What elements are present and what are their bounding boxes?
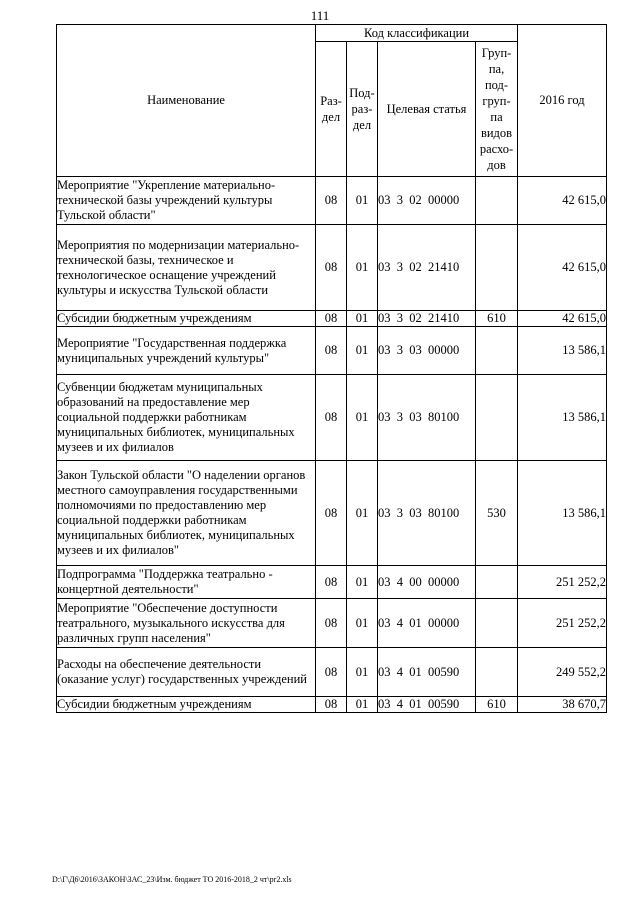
row-target-article: 03 3 03 80100 (378, 375, 476, 461)
table-row (57, 599, 607, 648)
row-expense-group (476, 566, 518, 599)
row-amount-2016: 13 586,1 (518, 461, 607, 566)
row-target-article: 03 3 03 80100 (378, 461, 476, 566)
row-target-article: 03 3 02 00000 (378, 177, 476, 225)
row-target-article: 03 4 01 00590 (378, 648, 476, 697)
header-expense-group-label: Груп- па, под- груп- па видов расхо- дов (479, 46, 514, 172)
table-row (57, 566, 607, 599)
row-expense-group (476, 177, 518, 225)
row-amount-2016: 42 615,0 (518, 177, 607, 225)
row-section: 08 (316, 599, 347, 648)
row-section: 08 (316, 311, 347, 327)
row-section: 08 (316, 327, 347, 375)
table-row (57, 461, 607, 566)
row-target-article: 03 3 02 21410 (378, 225, 476, 311)
row-expense-group (476, 648, 518, 697)
header-year: 2016 год (518, 25, 607, 177)
row-subsection: 01 (347, 177, 378, 225)
row-target-article: 03 4 01 00000 (378, 599, 476, 648)
row-expense-group: 610 (476, 311, 518, 327)
row-expense-group (476, 599, 518, 648)
row-subsection: 01 (347, 566, 378, 599)
page-number: 111 (310, 8, 330, 23)
row-name: Подпрограмма "Поддержка театрально - концертной деятельности" (57, 566, 316, 599)
header-target: Целевая статья (378, 42, 476, 177)
row-subsection: 01 (347, 375, 378, 461)
row-target-article: 03 4 00 00000 (378, 566, 476, 599)
row-name: Мероприятие "Обеспечение доступности театрального, музыкального искусства для различных групп населения" (57, 599, 316, 648)
row-amount-2016: 13 586,1 (518, 375, 607, 461)
row-subsection: 01 (347, 327, 378, 375)
table-row (57, 648, 607, 697)
row-amount-2016: 249 552,2 (518, 648, 607, 697)
budget-table (56, 24, 607, 713)
table-row (57, 177, 607, 225)
row-name: Субвенции бюджетам муниципальных образований на предоставление мер социальной поддержки работникам муниципальных библиотек, муниципальных музеев и их филиалов (57, 375, 316, 461)
row-section: 08 (316, 225, 347, 311)
row-name: Расходы на обеспечение деятельности (оказание услуг) государственных учреждений (57, 648, 316, 697)
row-section: 08 (316, 648, 347, 697)
row-target-article: 03 4 01 00590 (378, 697, 476, 713)
header-code-group: Код классификации (316, 25, 518, 42)
row-subsection: 01 (347, 225, 378, 311)
table-row (57, 311, 607, 327)
row-section: 08 (316, 177, 347, 225)
row-name: Субсидии бюджетным учреждениям (57, 311, 316, 327)
footer-file-path: D:\Г\Д6\2016\ЗАКОН\ЗАС_23\Изм. бюджет ТО 2016-2018_2 чт\pr2.xls (52, 875, 292, 884)
row-name: Мероприятия по модернизации материально-технической базы, техническое и технологическое оснащение учреждений культуры и искусства Тульской области (57, 225, 316, 311)
row-subsection: 01 (347, 599, 378, 648)
header-section (316, 42, 347, 177)
row-expense-group: 610 (476, 697, 518, 713)
row-amount-2016: 42 615,0 (518, 225, 607, 311)
row-target-article: 03 3 02 21410 (378, 311, 476, 327)
table-row (57, 225, 607, 311)
row-section: 08 (316, 375, 347, 461)
header-subsection (347, 42, 378, 177)
row-name: Мероприятие "Государственная поддержка муниципальных учреждений культуры" (57, 327, 316, 375)
row-subsection: 01 (347, 311, 378, 327)
row-target-article: 03 3 03 00000 (378, 327, 476, 375)
header-subsection-label: Под- раз- дел (349, 86, 375, 132)
header-section-label: Раз- дел (320, 94, 342, 124)
row-amount-2016: 251 252,2 (518, 566, 607, 599)
row-name: Субсидии бюджетным учреждениям (57, 697, 316, 713)
table-row (57, 697, 607, 713)
row-expense-group: 530 (476, 461, 518, 566)
row-amount-2016: 38 670,7 (518, 697, 607, 713)
row-amount-2016: 13 586,1 (518, 327, 607, 375)
row-section: 08 (316, 697, 347, 713)
row-expense-group (476, 225, 518, 311)
row-amount-2016: 42 615,0 (518, 311, 607, 327)
row-section: 08 (316, 461, 347, 566)
row-expense-group (476, 327, 518, 375)
row-subsection: 01 (347, 648, 378, 697)
row-section: 08 (316, 566, 347, 599)
row-expense-group (476, 375, 518, 461)
row-subsection: 01 (347, 697, 378, 713)
row-subsection: 01 (347, 461, 378, 566)
header-expense-group (476, 42, 518, 177)
row-name: Закон Тульской области "О наделении органов местного самоуправления государственными полномочиями по предоставлению мер социальной поддержки работникам муниципальных библиотек, муниципальных музеев и их филиалов" (57, 461, 316, 566)
table-row (57, 327, 607, 375)
header-name: Наименование (57, 25, 316, 177)
table-row (57, 375, 607, 461)
row-amount-2016: 251 252,2 (518, 599, 607, 648)
row-name: Мероприятие "Укрепление материально-технической базы учреждений культуры Тульской области" (57, 177, 316, 225)
